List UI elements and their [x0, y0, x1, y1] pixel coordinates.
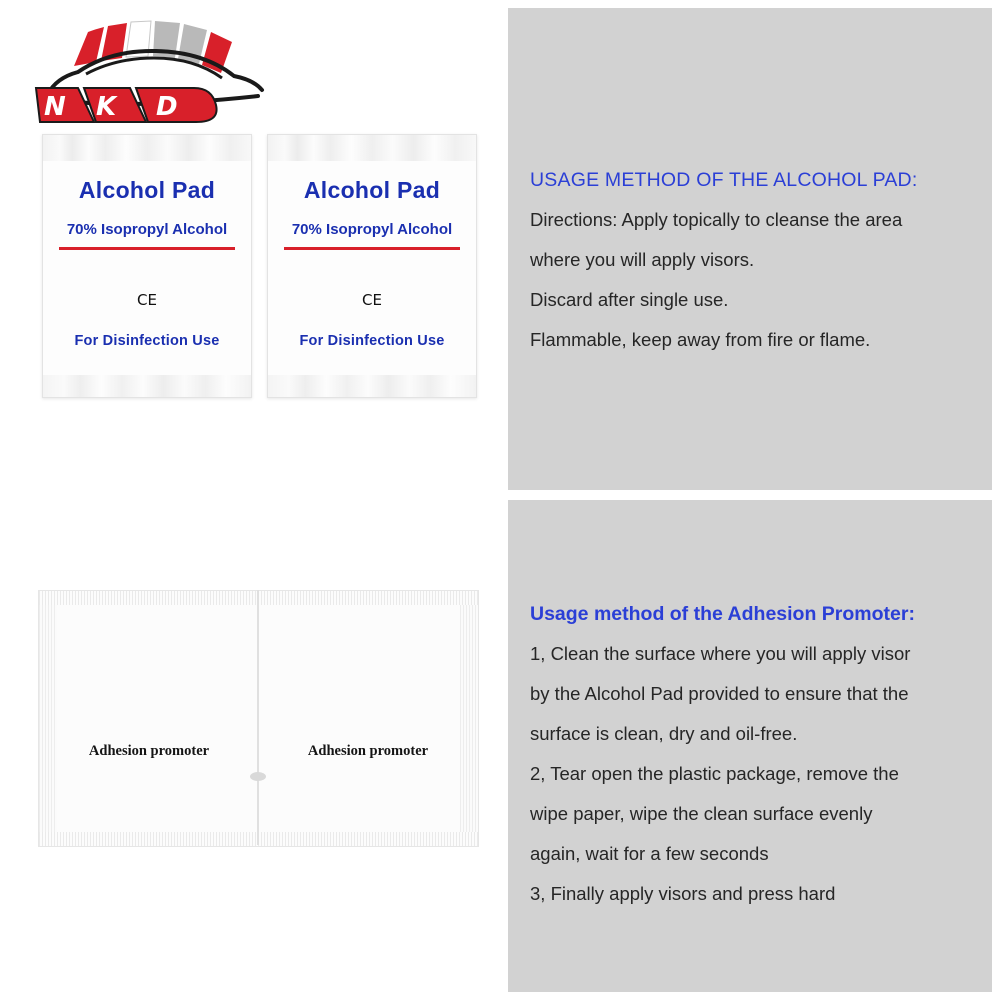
adhesion-promoter-instruction-line: again, wait for a few seconds [530, 843, 769, 864]
pad-footer-text: For Disinfection Use [74, 333, 220, 349]
pad-footer-text: For Disinfection Use [299, 333, 445, 349]
sachet-center-seam [257, 590, 259, 845]
pad-title: Alcohol Pad [78, 177, 216, 203]
pad-title: Alcohol Pad [303, 177, 441, 203]
ce-mark: CE [137, 291, 157, 309]
alcohol-pad-instruction-line: Directions: Apply topically to cleanse the area [530, 209, 903, 230]
alcohol-pad-sachet [267, 134, 477, 398]
pad-subtitle: 70% Isopropyl Alcohol [291, 221, 453, 238]
svg-text:K: K [96, 92, 117, 122]
sachet-label: Adhesion promoter [307, 743, 429, 759]
adhesion-promoter-sachet [38, 590, 259, 847]
ce-mark: CE [362, 291, 382, 309]
alcohol-pad-image-pane [8, 8, 508, 490]
alcohol-pad-instruction-line: Flammable, keep away from fire or flame. [530, 329, 871, 350]
adhesion-promoter-usage-heading: Usage method of the Adhesion Promoter: [530, 603, 915, 625]
adhesion-promoter-sachet [258, 590, 479, 847]
bottom-panel [8, 500, 992, 992]
sachet-texture [39, 591, 259, 605]
svg-text:N: N [44, 92, 66, 122]
pad-subtitle: 70% Isopropyl Alcohol [66, 221, 228, 238]
adhesion-promoter-instruction-line: wipe paper, wipe the clean surface evenly [530, 803, 873, 824]
alcohol-pad-instruction-line: Discard after single use. [530, 289, 729, 310]
pad-red-divider [59, 247, 235, 250]
nkd-car-logo [26, 18, 281, 128]
adhesion-promoter-image-pane [8, 500, 508, 992]
adhesion-promoter-instruction-line: by the Alcohol Pad provided to ensure that the [530, 683, 909, 704]
sachet-texture [39, 832, 259, 846]
sachet-texture [460, 591, 478, 846]
alcohol-pad-instruction-line: where you will apply visors. [530, 249, 755, 270]
adhesion-promoter-instructions-pane [508, 500, 992, 992]
adhesion-promoter-sachet-pair [38, 590, 478, 845]
alcohol-pad-usage-heading: USAGE METHOD OF THE ALCOHOL PAD: [530, 169, 918, 191]
sachet-tear-notch [250, 772, 266, 781]
alcohol-pad-sachet [42, 134, 252, 398]
alcohol-pad-instructions-pane [508, 8, 992, 490]
sachet-label: Adhesion promoter [88, 743, 210, 759]
adhesion-promoter-instruction-line: 1, Clean the surface where you will apply visor [530, 643, 911, 664]
sachet-texture [258, 832, 478, 846]
adhesion-promoter-instruction-line: 3, Finally apply visors and press hard [530, 883, 836, 904]
sachet-texture [258, 591, 478, 605]
adhesion-promoter-instruction-line: 2, Tear open the plastic package, remove the [530, 763, 899, 784]
svg-text:D: D [156, 92, 178, 122]
adhesion-promoter-instruction-line: surface is clean, dry and oil-free. [530, 723, 798, 744]
pad-red-divider [284, 247, 460, 250]
sachet-texture [39, 591, 57, 846]
top-panel [8, 8, 992, 490]
